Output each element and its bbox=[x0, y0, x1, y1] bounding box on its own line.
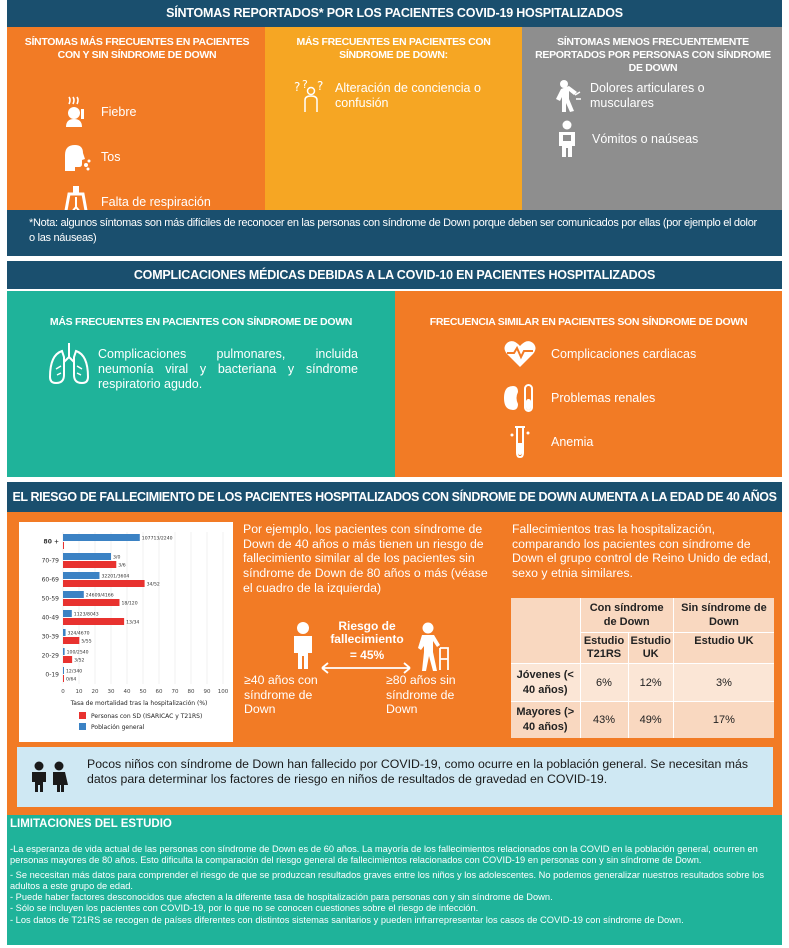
chart-bar bbox=[63, 629, 66, 636]
mortality-chart-svg bbox=[19, 522, 233, 742]
y-tick-label: 30-39 bbox=[41, 633, 59, 641]
children-note-box bbox=[17, 747, 773, 807]
section-complications-title: COMPLICACIONES MÉDICAS DEBIDAS A LA COVID-10 EN PACIENTES HOSPITALIZADOS bbox=[133, 268, 656, 282]
y-tick-label: 20-29 bbox=[41, 652, 59, 660]
table-intro: Fallecimientos tras la hospitalización, comparando los pacientes con síndrome de Down el grupo control de Reino Unido de edad, sexo y etnia similares. bbox=[512, 522, 772, 581]
x-tick-label: 20 bbox=[91, 689, 99, 695]
chart-bar bbox=[63, 534, 140, 541]
sub-uk1: Estudio UK bbox=[628, 633, 673, 664]
chart-bar bbox=[63, 637, 79, 644]
symptom-fever bbox=[59, 95, 136, 129]
limitation-item: - Sólo se incluyen los pacientes con COVID-19, por lo que no se conocen cuestiones sobre el riesgo de infección. bbox=[10, 903, 479, 914]
symptom-label: Dolores articulares o musculares bbox=[590, 81, 705, 110]
chart-bar bbox=[63, 553, 111, 560]
risk-value: = 45% bbox=[349, 648, 385, 662]
chart-bar bbox=[63, 667, 64, 674]
person-elderly-label: ≥80 años sin síndrome de Down bbox=[386, 673, 456, 716]
chart-bar bbox=[63, 572, 99, 579]
bar-data-label: 32201/3604 bbox=[101, 574, 130, 580]
fever-icon bbox=[59, 95, 93, 129]
complications-similar bbox=[395, 291, 782, 477]
limitations-panel bbox=[7, 815, 782, 945]
bar-data-label: 324/4670 bbox=[67, 631, 90, 637]
sub-uk2: Estudio UK bbox=[673, 633, 774, 664]
y-tick-label: 40-49 bbox=[41, 614, 59, 622]
symptoms-col-less bbox=[522, 27, 782, 210]
x-tick-label: 60 bbox=[155, 689, 163, 695]
y-tick-label: 50-59 bbox=[41, 595, 59, 603]
row-young-v1: 6% bbox=[580, 664, 628, 702]
kidney-icon bbox=[503, 381, 537, 415]
row-old-v1: 43% bbox=[580, 702, 628, 738]
complications-similar-title: FRECUENCIA SIMILAR EN PACIENTES SON SÍNDROME DE DOWN bbox=[429, 316, 748, 328]
lungs-icon bbox=[47, 341, 91, 390]
heart-icon bbox=[503, 337, 537, 371]
legend-label: Población general bbox=[91, 724, 145, 731]
x-tick-label: 100 bbox=[217, 689, 229, 695]
symptom-cough bbox=[59, 140, 120, 174]
group-with-down: Con síndrome de Down bbox=[580, 598, 673, 633]
complication-label: Problemas renales bbox=[551, 390, 656, 405]
symptom-label: Falta de respiración bbox=[101, 194, 211, 209]
section-risk-header bbox=[7, 482, 782, 512]
symptoms-col-down bbox=[265, 27, 522, 210]
x-tick-label: 50 bbox=[139, 689, 147, 695]
chart-bar bbox=[63, 599, 119, 606]
section-symptoms-title: SÍNTOMAS REPORTADOS* POR LOS PACIENTES COVID-19 HOSPITALIZADOS bbox=[166, 6, 623, 20]
chart-bar bbox=[63, 610, 72, 617]
y-tick-label: 0-19 bbox=[45, 671, 59, 679]
symptoms-col-common bbox=[7, 27, 265, 210]
complications-down-title: MÁS FRECUENTES EN PACIENTES CON SÍNDROME DE DOWN bbox=[49, 316, 353, 328]
symptom-label: Tos bbox=[101, 149, 121, 164]
children-note-text: Pocos niños con síndrome de Down han fallecido por COVID-19, como ocurre en la población general. Se necesitan más datos para determinar los factores de riesgo en niños de resultados de gravedad en COVID-19. bbox=[87, 757, 748, 786]
bar-data-label: 3/0 bbox=[113, 555, 121, 561]
x-tick-label: 40 bbox=[123, 689, 131, 695]
limitation-item: - Puede haber factores desconocidos que afecten a la diferente tasa de hospitalización para personas con y sin síndrome de Down. bbox=[10, 892, 553, 903]
x-tick-label: 90 bbox=[203, 689, 211, 695]
bar-data-label: 24609/4166 bbox=[85, 593, 114, 599]
chart-bar bbox=[63, 675, 64, 682]
risk-paragraph: Por ejemplo, los pacientes con síndrome de Down de 40 años o más tienen un riesgo de fallecimiento similar al de los pacientes sin síndrome de Down de 80 años o más (véase el cuadro de la izquierda) bbox=[243, 522, 488, 595]
complication-label: Anemia bbox=[551, 434, 594, 449]
mortality-table bbox=[511, 598, 774, 738]
chart-bar bbox=[63, 561, 116, 568]
symptom-confusion bbox=[293, 79, 485, 113]
bar-data-label: 100/2540 bbox=[66, 650, 89, 656]
svg-text:?: ? bbox=[317, 79, 324, 93]
legend-swatch bbox=[79, 712, 86, 719]
chart-bar bbox=[63, 591, 84, 598]
complication-renal bbox=[503, 381, 655, 415]
bar-data-label: 3/6 bbox=[118, 563, 126, 569]
joint-pain-icon bbox=[550, 79, 584, 113]
x-axis-label: Tasa de mortalidad tras la hospitalización (%) bbox=[70, 700, 208, 707]
complications-down bbox=[7, 291, 395, 477]
y-tick-label: 60-69 bbox=[41, 576, 59, 584]
row-old-label: Mayores (> 40 años) bbox=[511, 702, 580, 738]
row-old-v2: 49% bbox=[628, 702, 673, 738]
bar-data-label: 18/120 bbox=[121, 601, 138, 607]
section-symptoms-header bbox=[7, 0, 782, 27]
test-tube-icon bbox=[503, 425, 537, 459]
chart-bar bbox=[63, 648, 65, 655]
symptom-label: Alteración de conciencia o confusión bbox=[335, 81, 481, 110]
col-less-title: SÍNTOMAS MENOS FRECUENTEMENTE REPORTADOS POR PERSONAS CON SÍNDROME DE DOWN bbox=[535, 36, 771, 74]
person-down-label: ≥40 años con síndrome de Down bbox=[244, 673, 318, 716]
x-tick-label: 80 bbox=[187, 689, 195, 695]
symptom-vomit bbox=[550, 119, 712, 159]
chart-bar bbox=[63, 542, 64, 549]
bar-data-label: 1123/8043 bbox=[73, 612, 99, 618]
col-common-title: SÍNTOMAS MÁS FRECUENTES EN PACIENTES CON Y SIN SÍNDROME DE DOWN bbox=[24, 36, 250, 61]
person-down-icon bbox=[290, 622, 316, 675]
section-risk-title: EL RIESGO DE FALLECIMIENTO DE LOS PACIENTES HOSPITALIZADOS CON SÍNDROME DE DOWN AUMENTA A LA EDAD DE 40 AÑOS bbox=[12, 490, 777, 504]
bar-data-label: 5/55 bbox=[81, 639, 92, 645]
confusion-icon bbox=[293, 79, 327, 113]
group-without-down: Sin síndrome de Down bbox=[673, 598, 774, 633]
bar-data-label: 34/52 bbox=[146, 582, 160, 588]
x-tick-label: 0 bbox=[61, 689, 65, 695]
symptoms-note-text: *Nota: algunos síntomas son más difíciles de reconocer en las personas con síndrome de Down porque deben ser comunicados por ellas (por ejemplo el dolor o las náuseas) bbox=[29, 217, 757, 244]
x-tick-label: 10 bbox=[75, 689, 83, 695]
chart-bar bbox=[63, 656, 72, 663]
limitations-title: LIMITACIONES DEL ESTUDIO bbox=[10, 818, 172, 830]
person-elderly-icon bbox=[414, 622, 452, 677]
symptom-label: Fiebre bbox=[101, 104, 137, 119]
bar-data-label: 3/52 bbox=[74, 658, 85, 664]
row-young-v2: 12% bbox=[628, 664, 673, 702]
row-young-v3: 3% bbox=[673, 664, 774, 702]
complication-cardiac bbox=[503, 337, 696, 371]
limitation-item: - Se necesitan más datos para comprender el riesgo de que se produzcan resultados graves entre los niños y los adolescentes. No podemos generalizar nuestros resultados sobre los adultos a este grupo de edad. bbox=[10, 869, 764, 891]
complication-anemia bbox=[503, 425, 593, 459]
legend-swatch bbox=[79, 723, 86, 730]
bar-data-label: 107713/2240 bbox=[141, 536, 173, 542]
limitation-item: - Los datos de T21RS se recogen de países diferentes con distintos sistemas sanitarios y pueden infrarrepresentar los casos de COVID-19 con síndrome de Down. bbox=[10, 914, 684, 925]
mortality-chart bbox=[19, 522, 233, 742]
row-old-v3: 17% bbox=[673, 702, 774, 738]
chart-bar bbox=[63, 580, 145, 587]
y-tick-label: 80 + bbox=[43, 538, 59, 546]
svg-text:?: ? bbox=[294, 80, 301, 94]
symptom-joint-pain bbox=[550, 79, 740, 113]
svg-text:?: ? bbox=[302, 79, 308, 91]
legend-label: Personas con SD (ISARICAC y T21RS) bbox=[91, 713, 203, 720]
chart-bar bbox=[63, 618, 124, 625]
bar-data-label: 12/340 bbox=[66, 669, 83, 675]
bar-data-label: 13/34 bbox=[126, 620, 140, 626]
section-complications-header bbox=[7, 261, 782, 289]
y-tick-label: 70-79 bbox=[41, 557, 59, 565]
row-young-label: Jóvenes (< 40 años) bbox=[511, 664, 580, 702]
symptoms-note bbox=[7, 210, 782, 256]
cough-icon bbox=[59, 140, 93, 174]
bar-data-label: 0/64 bbox=[66, 677, 77, 683]
complication-label: Complicaciones cardiacas bbox=[551, 346, 697, 361]
x-tick-label: 70 bbox=[171, 689, 179, 695]
vomit-icon bbox=[550, 119, 584, 159]
col-down-title: MÁS FRECUENTES EN PACIENTES CON SÍNDROME DE DOWN: bbox=[296, 36, 491, 61]
complication-pulmonary: Complicaciones pulmonares, incluida neumonía viral y bacteriana y síndrome respiratorio agudo. bbox=[98, 347, 358, 391]
limitation-item: -La esperanza de vida actual de las personas con síndrome de Down es de 60 años. La mayoría de los fallecimientos relacionados con la COVID en la población general, ocurren en personas mayores de 80 años. Esto dificulta la comparación del riesgo general de fallecimientos relacionados con COVID-19 en personas con y sin síndrome de Down. bbox=[10, 844, 758, 866]
risk-label: Riesgo de fallecimiento bbox=[330, 619, 404, 646]
symptom-label: Vómitos o naúseas bbox=[592, 131, 699, 146]
children-icon bbox=[29, 761, 69, 798]
sub-t21rs: Estudio T21RS bbox=[580, 633, 628, 664]
x-tick-label: 30 bbox=[107, 689, 115, 695]
